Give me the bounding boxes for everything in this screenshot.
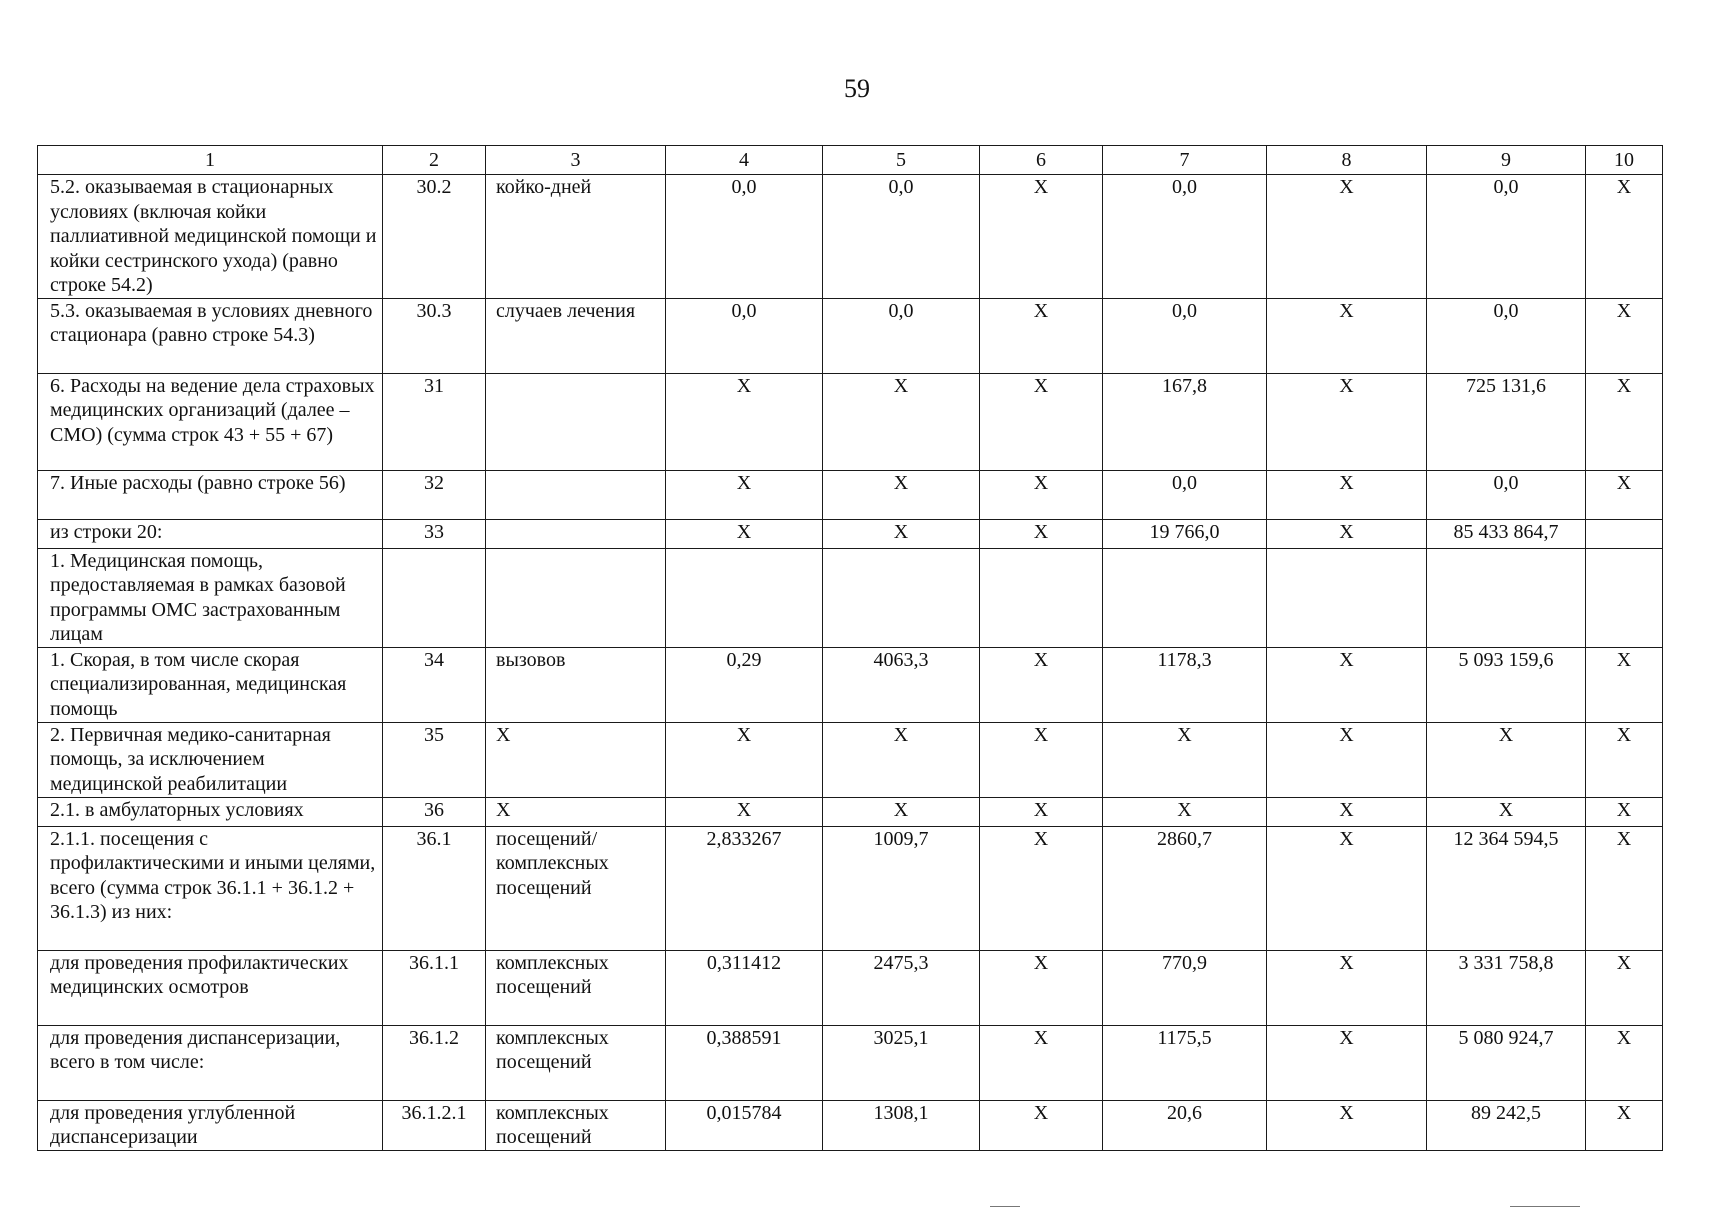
- table-row: [38, 826, 1663, 950]
- table-cell: Х: [1267, 647, 1427, 722]
- table-cell: Х: [1267, 826, 1427, 950]
- table-cell: [486, 373, 666, 470]
- table-cell: Х: [980, 298, 1103, 373]
- table-cell: 5 093 159,6: [1427, 647, 1586, 722]
- table-cell: 0,0: [1427, 470, 1586, 519]
- table-row: [38, 722, 1663, 797]
- row-label-cell: 5.2. оказываемая в стационарных условиях (включая койки паллиативной медицинской помощи и койки сестринского ухода) (равно строке 54.2): [38, 175, 383, 299]
- table-cell: Х: [1427, 797, 1586, 826]
- table-cell: Х: [1267, 470, 1427, 519]
- table-cell: Х: [980, 373, 1103, 470]
- table-cell: 4063,3: [823, 647, 980, 722]
- table-cell: [383, 548, 486, 647]
- page-number: 59: [844, 74, 870, 103]
- table-cell: Х: [1267, 722, 1427, 797]
- table-cell: 0,015784: [666, 1100, 823, 1150]
- table-cell: Х: [666, 373, 823, 470]
- table-cell: 3 331 758,8: [1427, 950, 1586, 1025]
- table-cell: Х: [980, 722, 1103, 797]
- header-cell: 2: [383, 146, 486, 175]
- table-cell: 31: [383, 373, 486, 470]
- table-cell: [1586, 548, 1663, 647]
- header-cell: 6: [980, 146, 1103, 175]
- table-cell: 36.1.2: [383, 1025, 486, 1100]
- table-cell: Х: [486, 722, 666, 797]
- table-cell: Х: [980, 1100, 1103, 1150]
- table-cell: Х: [1586, 1100, 1663, 1150]
- table-cell: Х: [1267, 519, 1427, 548]
- table-cell: Х: [666, 797, 823, 826]
- table-cell: Х: [980, 175, 1103, 299]
- table-cell: Х: [1103, 797, 1267, 826]
- table-cell: Х: [1586, 797, 1663, 826]
- row-label-cell: 1. Медицинская помощь, предоставляемая в рамках базовой программы ОМС застрахованным лицам: [38, 548, 383, 647]
- table-cell: Х: [980, 470, 1103, 519]
- table-cell: 0,0: [1103, 175, 1267, 299]
- row-label-cell: 7. Иные расходы (равно строке 56): [38, 470, 383, 519]
- table-cell: 0,0: [1103, 470, 1267, 519]
- table-cell: 1178,3: [1103, 647, 1267, 722]
- table-cell: 2475,3: [823, 950, 980, 1025]
- header-cell: 1: [38, 146, 383, 175]
- table-row: [38, 373, 1663, 470]
- table-cell: 0,0: [1427, 175, 1586, 299]
- table-cell: [823, 548, 980, 647]
- table-cell: 33: [383, 519, 486, 548]
- table-row: [38, 298, 1663, 373]
- table-cell: вызовов: [486, 647, 666, 722]
- table-cell: 0,311412: [666, 950, 823, 1025]
- table-cell: 36: [383, 797, 486, 826]
- table-cell: Х: [1427, 722, 1586, 797]
- table-cell: [486, 548, 666, 647]
- table-cell: 36.1.1: [383, 950, 486, 1025]
- table-cell: Х: [1586, 722, 1663, 797]
- table-cell: 36.1.2.1: [383, 1100, 486, 1150]
- table-cell: [1586, 519, 1663, 548]
- table-cell: 0,29: [666, 647, 823, 722]
- row-label-cell: 5.3. оказываемая в условиях дневного стационара (равно строке 54.3): [38, 298, 383, 373]
- table-cell: Х: [1267, 373, 1427, 470]
- table-cell: Х: [1267, 175, 1427, 299]
- table-cell: [486, 470, 666, 519]
- table-cell: Х: [1586, 373, 1663, 470]
- row-label-cell: 2.1. в амбулаторных условиях: [38, 797, 383, 826]
- table-cell: Х: [1267, 298, 1427, 373]
- row-label-cell: 6. Расходы на ведение дела страховых медицинских организаций (далее – СМО) (сумма строк 43 + 55 + 67): [38, 373, 383, 470]
- table-cell: [1103, 548, 1267, 647]
- table-cell: 0,388591: [666, 1025, 823, 1100]
- header-cell: 4: [666, 146, 823, 175]
- table-cell: Х: [1586, 175, 1663, 299]
- table-cell: Х: [980, 1025, 1103, 1100]
- table-cell: Х: [1267, 1100, 1427, 1150]
- row-label-cell: 2.1.1. посещения с профилактическими и иными целями, всего (сумма строк 36.1.1 + 36.1.2 + 36.1.3) из них:: [38, 826, 383, 950]
- table-cell: 0,0: [823, 175, 980, 299]
- table-cell: комплексных посещений: [486, 950, 666, 1025]
- table-row: [38, 470, 1663, 519]
- table-row: [38, 548, 1663, 647]
- table-cell: Х: [666, 722, 823, 797]
- table-cell: 30.2: [383, 175, 486, 299]
- table-row: [38, 519, 1663, 548]
- table-cell: Х: [823, 470, 980, 519]
- table-cell: Х: [980, 647, 1103, 722]
- table-cell: [666, 548, 823, 647]
- table-cell: Х: [666, 519, 823, 548]
- table-cell: 1175,5: [1103, 1025, 1267, 1100]
- header-cell: 7: [1103, 146, 1267, 175]
- row-label-cell: для проведения углубленной диспансеризации: [38, 1100, 383, 1150]
- table-cell: 12 364 594,5: [1427, 826, 1586, 950]
- table-cell: Х: [1586, 470, 1663, 519]
- header-row: [38, 146, 1663, 175]
- table-cell: комплексных посещений: [486, 1025, 666, 1100]
- table-cell: 36.1: [383, 826, 486, 950]
- table-cell: 2,833267: [666, 826, 823, 950]
- table-cell: Х: [823, 797, 980, 826]
- table-cell: Х: [1267, 1025, 1427, 1100]
- table-cell: 0,0: [666, 298, 823, 373]
- row-label-cell: 1. Скорая, в том числе скорая специализированная, медицинская помощь: [38, 647, 383, 722]
- table-cell: случаев лечения: [486, 298, 666, 373]
- row-label-cell: для проведения профилактических медицинских осмотров: [38, 950, 383, 1025]
- table-cell: Х: [1267, 950, 1427, 1025]
- table-cell: 89 242,5: [1427, 1100, 1586, 1150]
- row-label-cell: 2. Первичная медико-санитарная помощь, за исключением медицинской реабилитации: [38, 722, 383, 797]
- table-cell: [1427, 548, 1586, 647]
- table-cell: Х: [1586, 950, 1663, 1025]
- table-cell: 0,0: [823, 298, 980, 373]
- table-cell: 5 080 924,7: [1427, 1025, 1586, 1100]
- table-cell: 725 131,6: [1427, 373, 1586, 470]
- table-cell: 35: [383, 722, 486, 797]
- table-cell: комплексных посещений: [486, 1100, 666, 1150]
- table-cell: Х: [1103, 722, 1267, 797]
- table-cell: 1308,1: [823, 1100, 980, 1150]
- table-cell: 770,9: [1103, 950, 1267, 1025]
- table-cell: Х: [823, 519, 980, 548]
- table-cell: Х: [1586, 298, 1663, 373]
- table-cell: Х: [1586, 826, 1663, 950]
- table-row: [38, 950, 1663, 1025]
- data-table: [37, 145, 1663, 1151]
- header-cell: 3: [486, 146, 666, 175]
- table-cell: посещений/ комплексных посещений: [486, 826, 666, 950]
- table-cell: 85 433 864,7: [1427, 519, 1586, 548]
- table-row: [38, 797, 1663, 826]
- table-cell: Х: [980, 797, 1103, 826]
- table-cell: Х: [666, 470, 823, 519]
- table-row: [38, 1025, 1663, 1100]
- header-cell: 10: [1586, 146, 1663, 175]
- table-cell: [980, 548, 1103, 647]
- header-cell: 9: [1427, 146, 1586, 175]
- table-cell: 30.3: [383, 298, 486, 373]
- table-cell: койко-дней: [486, 175, 666, 299]
- table-row: [38, 1100, 1663, 1150]
- table-row: [38, 647, 1663, 722]
- table-cell: 0,0: [666, 175, 823, 299]
- row-label-cell: из строки 20:: [38, 519, 383, 548]
- table-cell: Х: [980, 826, 1103, 950]
- table-cell: 1009,7: [823, 826, 980, 950]
- table-cell: 32: [383, 470, 486, 519]
- table-cell: Х: [1586, 647, 1663, 722]
- table-cell: Х: [1586, 1025, 1663, 1100]
- table-cell: Х: [980, 950, 1103, 1025]
- table-cell: Х: [823, 722, 980, 797]
- table-cell: 20,6: [1103, 1100, 1267, 1150]
- table-cell: Х: [1267, 797, 1427, 826]
- table-cell: 3025,1: [823, 1025, 980, 1100]
- table-cell: Х: [980, 519, 1103, 548]
- table-cell: 167,8: [1103, 373, 1267, 470]
- table-cell: 0,0: [1427, 298, 1586, 373]
- table-cell: 19 766,0: [1103, 519, 1267, 548]
- header-cell: 8: [1267, 146, 1427, 175]
- table-cell: Х: [486, 797, 666, 826]
- table-cell: 2860,7: [1103, 826, 1267, 950]
- table-row: [38, 175, 1663, 299]
- table-cell: [486, 519, 666, 548]
- table-cell: 0,0: [1103, 298, 1267, 373]
- table-cell: Х: [823, 373, 980, 470]
- header-cell: 5: [823, 146, 980, 175]
- table-cell: 34: [383, 647, 486, 722]
- row-label-cell: для проведения диспансеризации, всего в том числе:: [38, 1025, 383, 1100]
- table-cell: [1267, 548, 1427, 647]
